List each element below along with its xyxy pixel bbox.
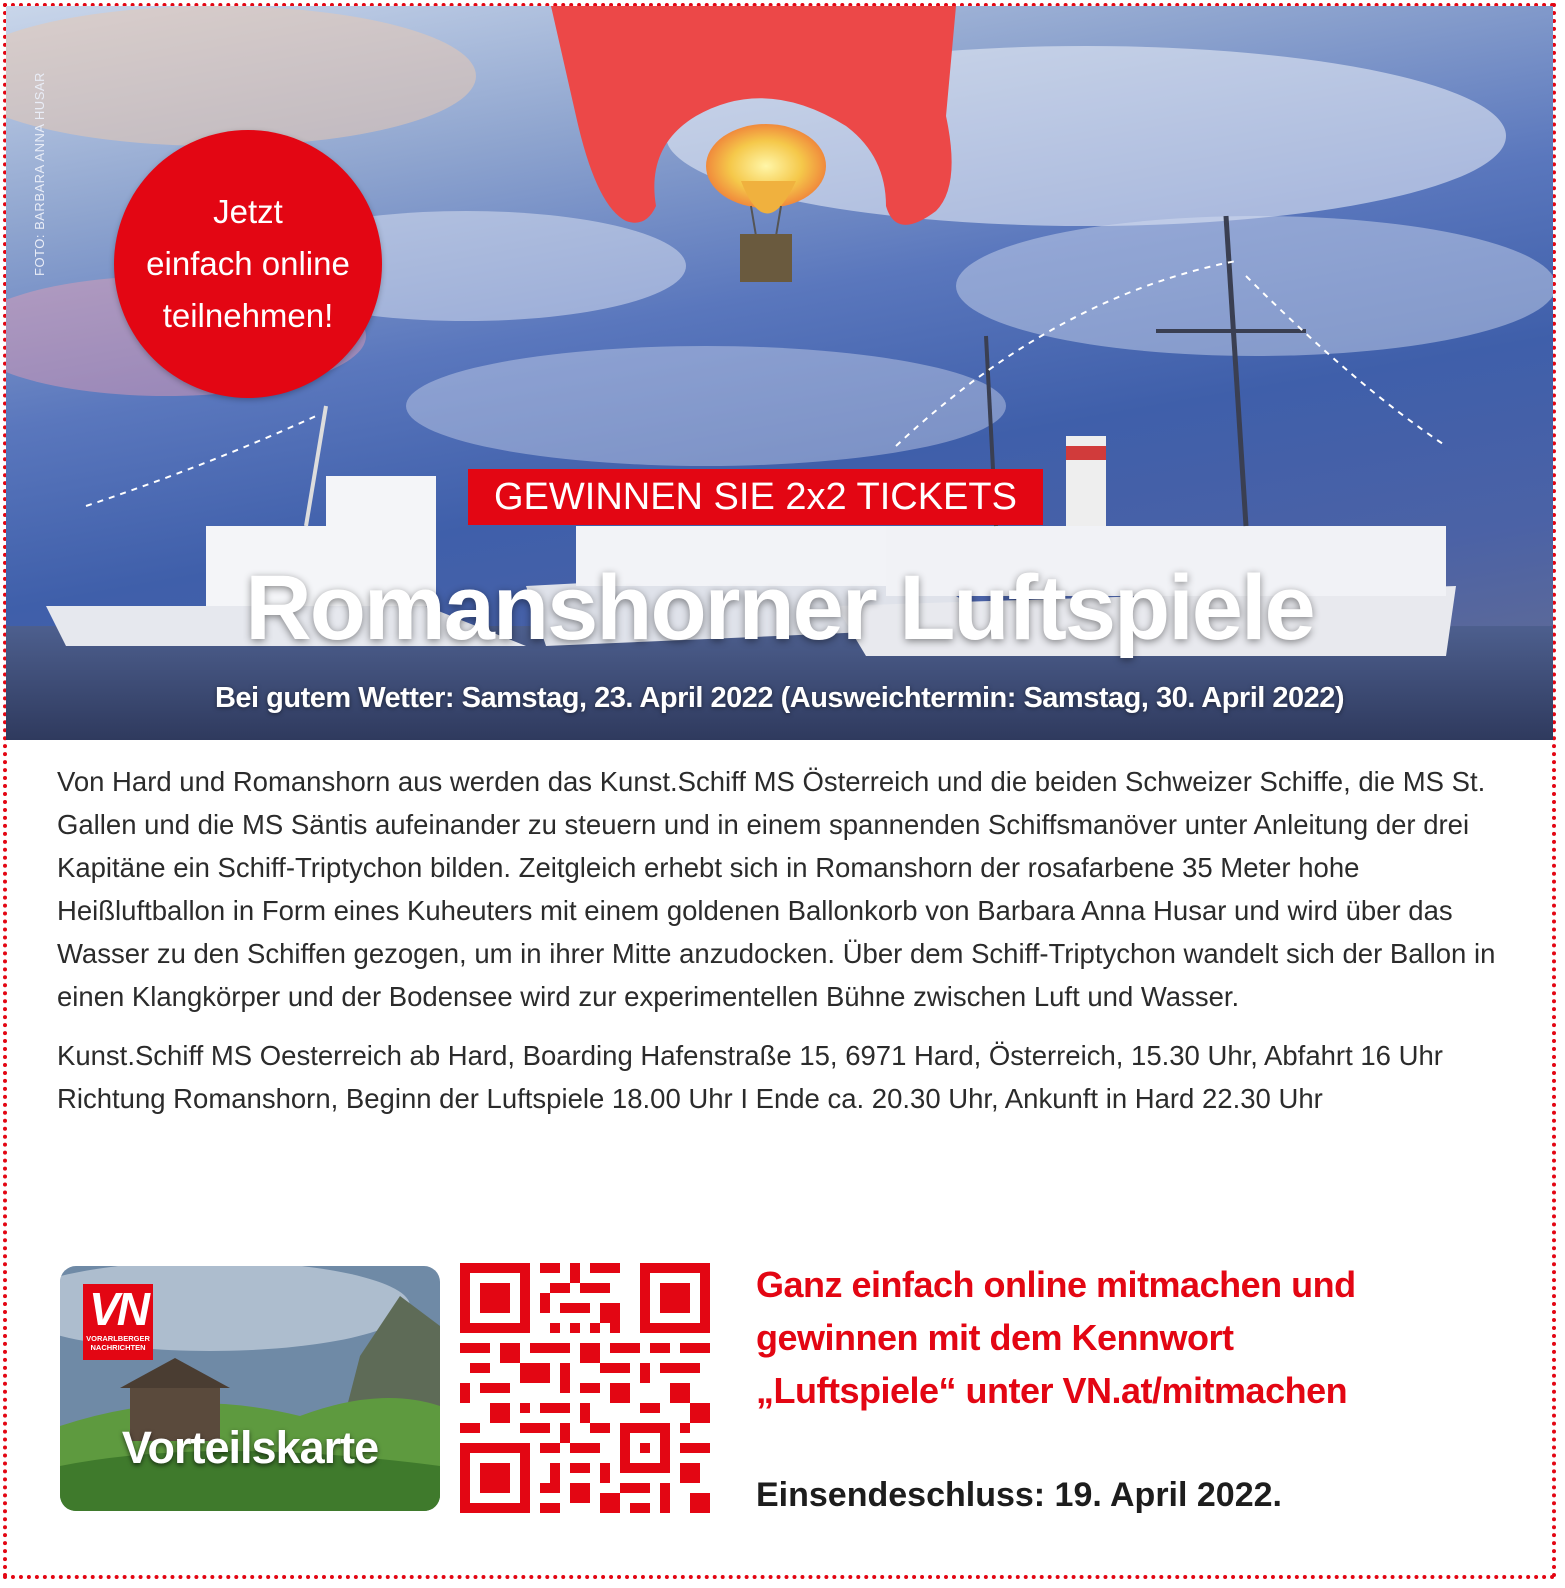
- vn-logo-text: VN: [89, 1283, 147, 1335]
- promo-line-3: „Luftspiele“ unter VN.at/mitmachen: [756, 1370, 1348, 1411]
- promo-line-1: Ganz einfach online mitmachen und: [756, 1264, 1356, 1305]
- photo-credit: FOTO: BARBARA ANNA HUSAR: [32, 72, 47, 276]
- article-body: [57, 760, 1497, 1136]
- prize-badge: GEWINNEN SIE 2x2 TICKETS: [468, 469, 1043, 525]
- vn-logo-subtext-2: NACHRICHTEN: [90, 1343, 146, 1352]
- schedule-paragraph: Kunst.Schiff MS Oesterreich ab Hard, Boarding Hafenstraße 15, 6971 Hard, Österreich, 15.30 Uhr, Abfahrt 16 Uhr Richtung Romanshorn, Beginn der Luftspiele 18.00 Uhr I Ende ca. 20.30 Uhr, Ankunft in Hard 22.30 Uhr: [57, 1040, 1443, 1114]
- cta-badge[interactable]: [114, 130, 382, 398]
- hero-image: [6, 6, 1553, 740]
- cta-line-3: teilnehmen!: [162, 297, 334, 334]
- card-label: Vorteilskarte: [121, 1422, 379, 1473]
- vorteilskarte-card: [60, 1266, 440, 1511]
- qr-code-icon[interactable]: [460, 1263, 710, 1513]
- cta-line-1: Jetzt: [213, 193, 283, 230]
- cta-line-2: einfach online: [146, 245, 350, 282]
- deadline: Einsendeschluss: 19. April 2022.: [756, 1476, 1282, 1514]
- vn-logo: [83, 1284, 153, 1360]
- event-date: Bei gutem Wetter: Samstag, 23. April 2022 (Ausweichtermin: Samstag, 30. April 2022): [214, 682, 1345, 714]
- description-paragraph: Von Hard und Romanshorn aus werden das Kunst.Schiff MS Österreich und die beiden Schweizer Schiffe, die MS St. Gallen und die MS Säntis aufeinander zu steuern und in einem spannenden Schiffsmanöver unter Anleitung der drei Kapitäne ein Schiff-Triptychon bilden. Zeitgleich erhebt sich in Romanshorn der rosafarbene 35 Meter hohe Heißluftballon in Form eines Kuheuters mit einem goldenen Ballonkorb von Barbara Anna Husar und wird über das Wasser zu den Schiffen gezogen, um in ihrer Mitte anzudocken. Über dem Schiff-Triptychon wandelt sich der Ballon in einen Klangkörper und der Bodensee wird zur experimentellen Bühne zwischen Luft und Wasser.: [57, 766, 1496, 1012]
- promo-text: [756, 1258, 1536, 1417]
- vn-logo-subtext-1: VORARLBERGER: [86, 1334, 150, 1343]
- headline: Romanshorner Luftspiele: [245, 557, 1314, 659]
- promo-line-2: gewinnen mit dem Kennwort: [756, 1317, 1234, 1358]
